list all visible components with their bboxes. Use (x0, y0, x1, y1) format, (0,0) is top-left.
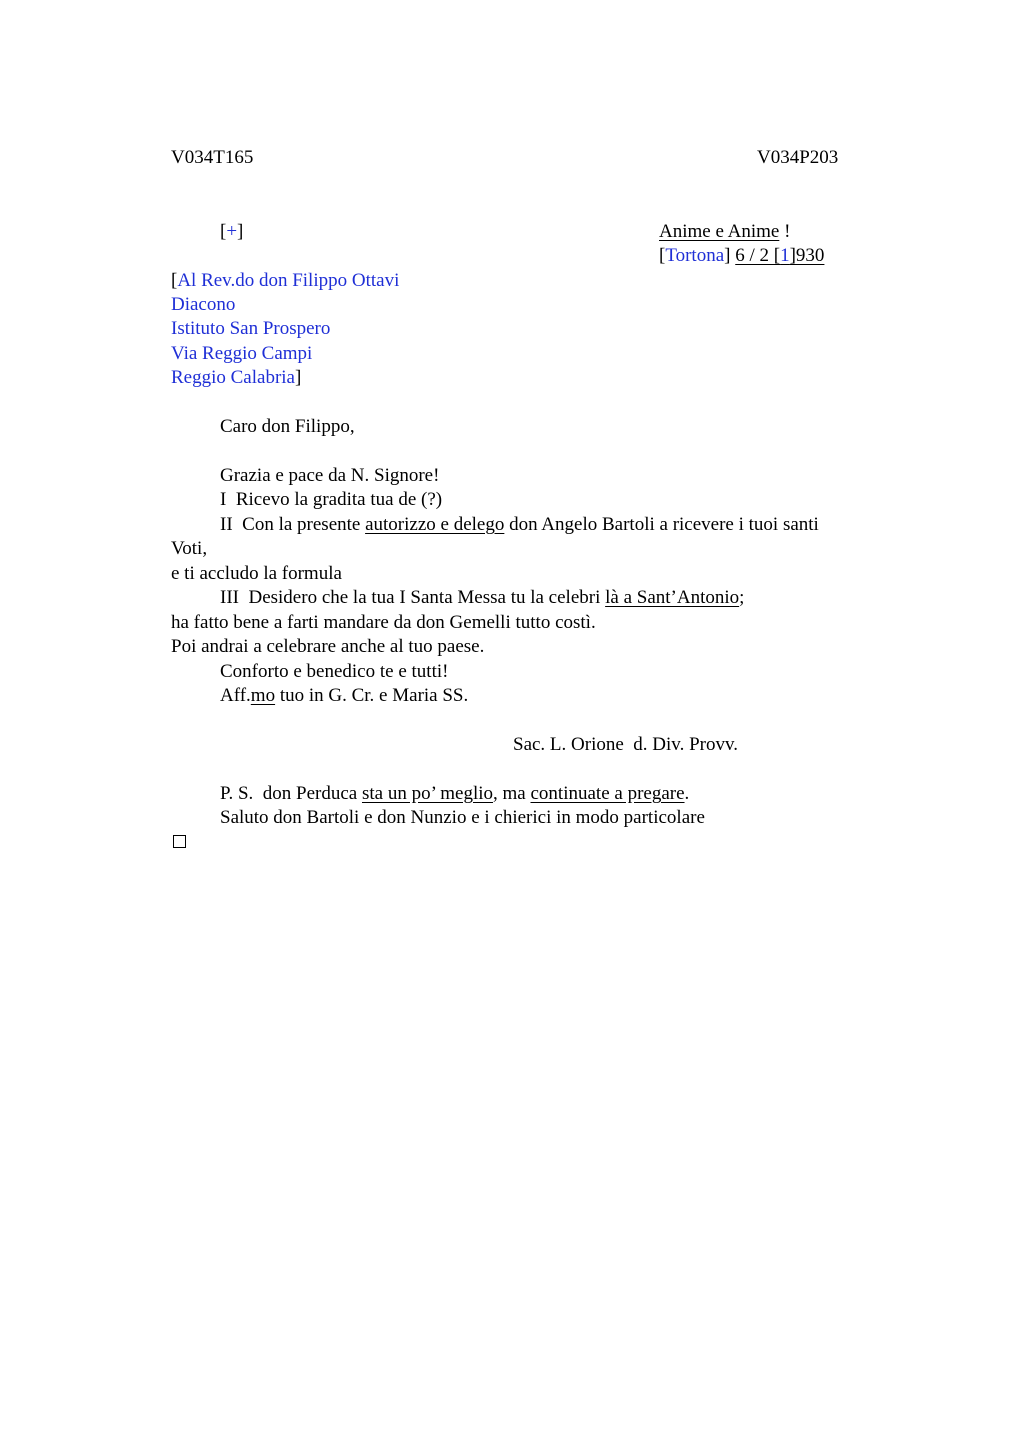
point-3 (220, 586, 744, 610)
closing-affection (220, 684, 468, 708)
date (735, 245, 824, 266)
address-line-3: Istituto San Prospero (171, 318, 331, 339)
postscript-line-1 (220, 782, 689, 806)
point-2-continuation: e ti accludo la formula (171, 563, 342, 584)
point-2-wrap: Voti, (171, 538, 208, 559)
closing-affection-underlined: mo (250, 685, 276, 706)
document-code-left: V034T165 (171, 147, 254, 168)
point-2 (220, 513, 819, 537)
signature: Sac. L. Orione d. Div. Provv. (513, 734, 738, 755)
place-date: [Tortona] 6 / 2 [1]930 (659, 245, 825, 266)
address-recipient: Al Rev.do don Filippo Ottavi (177, 270, 400, 291)
greeting: Grazia e pace da N. Signore! (220, 465, 440, 486)
closing-affection-b: tuo in G. Cr. e Maria SS. (275, 685, 469, 706)
postscript-line-2: Saluto don Bartoli e don Nunzio e i chierici in modo particolare (220, 807, 705, 828)
address-city: Reggio Calabria (171, 367, 295, 388)
postscript-underlined-1: sta un po’ meglio (361, 783, 494, 804)
cross-mark: [+] (220, 221, 244, 242)
point-3-continuation-1: ha fatto bene a farti mandare da don Gemelli tutto costì. (171, 612, 596, 633)
point-2-underlined: autorizzo e delego (365, 514, 505, 535)
date-digit: 1 (780, 245, 790, 266)
postscript-underlined-2: continuate a pregare (530, 783, 685, 804)
motto-exclamation: ! (784, 221, 791, 242)
motto (659, 220, 790, 244)
point-3-underlined: là a Sant’Antonio (605, 587, 740, 608)
address-line-2: Diacono (171, 294, 236, 315)
place: Tortona (665, 245, 725, 266)
motto-text: Anime e Anime (659, 221, 780, 242)
point-3-continuation-2: Poi andrai a celebrare anche al tuo paese. (171, 636, 485, 657)
point-2-text-b: don Angelo Bartoli a ricevere i tuoi santi (504, 514, 819, 535)
point-2-text-a: II Con la presente (220, 514, 366, 535)
point-3-text-b: ; (739, 587, 745, 608)
address-line-5: Reggio Calabria] (171, 367, 302, 388)
postscript-a: P. S. don Perduca (220, 783, 362, 804)
date-part-2: ]930 (789, 245, 825, 266)
address-line-1: [Al Rev.do don Filippo Ottavi (171, 270, 400, 291)
postscript-b: , ma (493, 783, 531, 804)
postscript-c: . (684, 783, 690, 804)
date-part-1: 6 / 2 [ (735, 245, 781, 266)
end-marker-box-icon (173, 835, 186, 848)
document-code-right: V034P203 (757, 147, 839, 168)
point-1: I Ricevo la gradita tua de (?) (220, 489, 443, 510)
address-line-4: Via Reggio Campi (171, 343, 313, 364)
salutation: Caro don Filippo, (220, 416, 355, 437)
closing-affection-a: Aff. (220, 685, 251, 706)
point-3-text-a: III Desidero che la tua I Santa Messa tu la celebri (220, 587, 606, 608)
cross-symbol: + (226, 221, 238, 242)
closing-blessing: Conforto e benedico te e tutti! (220, 661, 449, 682)
